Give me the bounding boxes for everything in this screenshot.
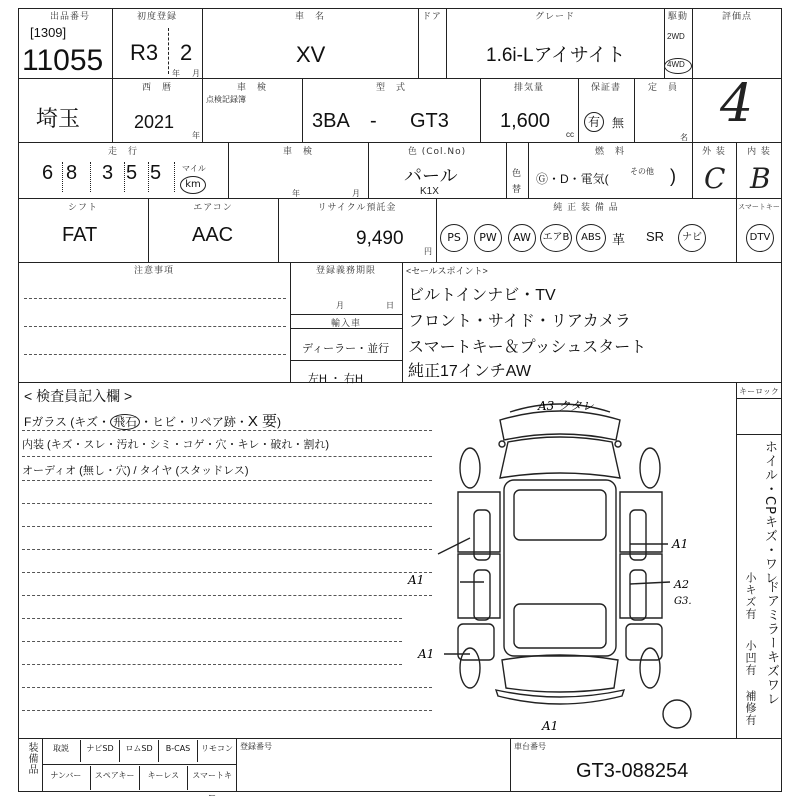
divider <box>480 78 481 142</box>
equip-dtv: DTV <box>746 224 774 252</box>
mileage-label: 走 行 <box>107 147 138 157</box>
inspection-title: < 検査員記入欄 > <box>24 388 133 404</box>
warranty-no: 無 <box>612 116 625 130</box>
region: 埼玉 <box>36 106 81 131</box>
accessory-top-row <box>42 740 236 762</box>
handle-side: 左H ・ 右H <box>308 373 363 385</box>
mileage-digit: 8 <box>66 162 78 184</box>
equip-leather: 革 <box>612 232 626 247</box>
door-label: ドア <box>422 12 442 22</box>
note-line <box>24 326 286 327</box>
carry-label: 車 検 <box>236 83 267 93</box>
mileage-unit-km: km <box>180 176 206 194</box>
glass-pre: Fガラス (キズ・ <box>24 415 111 429</box>
mileage-unit-mile: マイル <box>182 164 206 173</box>
diagram-mark: A3 クタレ <box>538 399 594 413</box>
divider <box>202 8 203 78</box>
accessory-bottom-row <box>42 766 236 800</box>
divider <box>736 398 782 399</box>
exterior-label: 外 装 <box>702 147 726 157</box>
fuel-label: 燃 料 <box>594 147 625 157</box>
note-line <box>24 298 286 299</box>
drive-4wd: 4WD <box>667 60 685 69</box>
inspection-line-3: オーディオ (無し・穴) / タイヤ (スタッドレス) <box>22 465 249 477</box>
note-line <box>22 480 432 481</box>
equip-navi: ナビ <box>678 224 706 252</box>
model-year: 2021 <box>134 112 175 132</box>
mileage-digit: 5 <box>126 162 138 184</box>
equipment-list <box>440 224 736 254</box>
reg-no-label: 登録番号 <box>240 742 272 751</box>
note-line <box>22 664 402 665</box>
divider <box>124 162 125 192</box>
divider <box>112 8 113 142</box>
equip-abs: ABS <box>576 224 606 252</box>
keyless-label: スマートキー <box>738 203 780 211</box>
note-line <box>22 641 402 642</box>
dealer-parallel: ディーラー・並行 <box>302 343 390 355</box>
drive-2wd: 2WD <box>667 32 685 41</box>
divider <box>736 382 737 738</box>
inspection-line-1 <box>24 410 281 431</box>
divider <box>148 198 149 262</box>
first-reg-month: 2 <box>180 40 193 65</box>
glass-post: ・ヒビ・リペア跡・ <box>140 415 248 429</box>
divider <box>290 314 402 315</box>
shift-label: シフト <box>67 203 98 213</box>
divider <box>446 8 447 78</box>
sales-point: ビルトインナビ・TV <box>408 287 556 304</box>
notes-label: 注意事項 <box>133 266 174 276</box>
chassis-number: GT3-088254 <box>576 760 689 782</box>
ac: AAC <box>192 224 234 246</box>
divider <box>528 142 529 198</box>
month-suffix: 月 <box>192 69 200 78</box>
color-code: K1X <box>420 186 439 197</box>
divider <box>692 142 693 198</box>
car-diagram <box>408 392 692 733</box>
divider <box>290 360 402 361</box>
divider <box>368 142 369 198</box>
divider <box>18 382 782 383</box>
grade-label: グレード <box>534 12 575 22</box>
divider <box>736 198 737 262</box>
yen-unit: 円 <box>424 247 432 256</box>
divider <box>148 162 149 192</box>
note-line <box>24 354 286 355</box>
divider <box>18 78 782 79</box>
mileage-digit: 3 <box>102 162 114 184</box>
warranty-label: 保証書 <box>590 83 621 93</box>
accessory-label: 装備品 <box>26 742 37 775</box>
glass-circled: 飛石 <box>110 414 140 430</box>
note-line <box>22 595 432 596</box>
lot-prefix: [1309] <box>30 25 67 40</box>
model-year-suffix: 年 <box>192 131 200 140</box>
equip-ps: PS <box>440 224 468 252</box>
interior-grade: B <box>750 162 771 195</box>
sales-point: 純正17インチAW <box>408 363 531 380</box>
divider <box>506 142 507 198</box>
note-line <box>22 526 432 527</box>
color-change-label: 替 <box>512 184 522 194</box>
side-note: ドアミラーキズワレ <box>764 580 779 706</box>
model-code: GT3 <box>410 110 449 132</box>
divider <box>510 738 511 792</box>
fuel-other: その他 <box>630 167 654 176</box>
mileage-digit: 5 <box>150 162 162 184</box>
note-line <box>22 710 432 711</box>
diagram-extra: G3. <box>674 596 692 607</box>
accessory-item: スペアキー <box>91 766 140 790</box>
exterior-grade: C <box>704 162 726 195</box>
car-name: XV <box>296 42 326 67</box>
side-note: 補修有 <box>744 690 757 726</box>
divider <box>228 142 229 198</box>
cc-unit: cc <box>566 130 574 139</box>
inspection-month: 月 <box>352 189 360 198</box>
recycle-amount: 9,490 <box>356 228 404 249</box>
divider <box>42 764 236 765</box>
equipment-label: 純 正 装 備 品 <box>553 203 619 213</box>
displacement-label: 排気量 <box>513 83 544 93</box>
key-lock-label: キーロック <box>739 387 779 396</box>
diagram-mark: A2 <box>674 578 689 591</box>
divider <box>18 198 782 199</box>
reg-deadline-label: 登録義務期限 <box>315 266 376 276</box>
model-dash: - <box>370 110 377 132</box>
note-line <box>22 549 432 550</box>
sales-point: スマートキー＆プッシュスタート <box>408 339 647 356</box>
divider <box>402 262 403 382</box>
lot-number: 11055 <box>22 44 104 77</box>
note-line <box>22 572 432 573</box>
divider <box>168 28 169 74</box>
glass-close: ) <box>277 415 282 429</box>
inspection-line-2: 内装 (キズ・スレ・汚れ・シミ・コゲ・穴・キレ・破れ・割れ) <box>22 439 330 451</box>
sales-points-label: <セールスポイント> <box>406 266 488 276</box>
diagram-mark: A1 <box>672 537 689 551</box>
equip-pw: PW <box>474 224 502 252</box>
accessory-item: キーレス <box>140 766 189 790</box>
fuel-close: ) <box>670 166 676 186</box>
accessory-item: リモコン <box>201 744 233 753</box>
divider <box>18 738 782 739</box>
year-suffix: 年 <box>172 69 180 78</box>
shift: FAT <box>62 224 98 246</box>
side-note: 小凹有 <box>744 640 757 676</box>
accessory-item: B-CAS <box>159 740 198 762</box>
accessory-item: スマートキー <box>192 771 233 800</box>
color-change-label: 色 <box>512 168 522 178</box>
divider <box>302 78 303 142</box>
divider <box>62 162 63 192</box>
divider <box>692 8 693 142</box>
equip-aw: AW <box>508 224 536 252</box>
chassis-label: 車台番号 <box>514 742 546 751</box>
note-line <box>22 430 432 431</box>
drive-label: 駆動 <box>667 12 688 22</box>
model-label: 型 式 <box>375 83 406 93</box>
note-line <box>22 618 402 619</box>
first-reg-label: 初度登録 <box>136 12 177 22</box>
divider <box>290 328 402 329</box>
diagram-mark: A1 <box>542 719 559 733</box>
displacement: 1,600 <box>500 110 551 132</box>
divider <box>236 738 237 792</box>
inspection-year: 年 <box>292 189 300 198</box>
recycle-label: リサイクル預託金 <box>317 203 397 213</box>
import-label: 輸入車 <box>330 319 361 329</box>
divider <box>634 78 635 142</box>
score: 4 <box>720 74 754 134</box>
fuel-options: Ⓖ・D・電気( <box>536 172 609 186</box>
equip-airbag: エアB <box>540 224 572 252</box>
model-prefix: 3BA <box>312 110 350 132</box>
diagram-mark: A1 <box>418 647 435 661</box>
accessory-item: ナンバー <box>42 766 91 790</box>
mileage-digit: 6 <box>42 162 54 184</box>
score-label: 評価点 <box>721 12 752 22</box>
divider <box>436 198 437 262</box>
accessory-item: ナビSD <box>81 740 120 762</box>
carry-sub: 点検記録簿 <box>206 95 246 104</box>
divider <box>290 262 291 382</box>
lot-label: 出品番号 <box>49 12 90 22</box>
divider <box>202 78 203 142</box>
divider <box>18 142 782 143</box>
divider <box>578 78 579 142</box>
divider <box>90 162 91 192</box>
glass-x: X 要 <box>247 413 278 430</box>
color: パール <box>404 166 458 186</box>
divider <box>736 142 737 198</box>
note-line <box>22 503 432 504</box>
color-label: 色 (Col.No) <box>407 147 467 157</box>
grade: 1.6i-Lアイサイト <box>486 45 626 66</box>
capacity-label: 定 員 <box>647 83 678 93</box>
divider <box>278 198 279 262</box>
reg-day: 日 <box>386 301 394 310</box>
accessory-item: ロムSD <box>120 740 159 762</box>
note-line <box>22 687 432 688</box>
note-line <box>22 456 432 457</box>
divider <box>736 434 782 435</box>
interior-label: 内 装 <box>747 147 771 157</box>
first-reg-era: R3 <box>130 40 159 65</box>
year-label: 西 暦 <box>141 83 172 93</box>
reg-month: 月 <box>336 301 344 310</box>
inspection-label: 車 検 <box>282 147 313 157</box>
warranty-yes: 有 <box>584 112 604 132</box>
side-note: 小キズ有 <box>744 572 757 620</box>
ac-label: エアコン <box>193 203 233 213</box>
car-name-label: 車 名 <box>294 12 325 22</box>
divider <box>174 162 175 192</box>
equip-sunroof: SR <box>646 229 665 244</box>
accessory-item: 取説 <box>42 740 81 762</box>
capacity-suffix: 名 <box>680 133 688 142</box>
sales-point: フロント・サイド・リアカメラ <box>408 313 631 330</box>
side-note: ホイル・CPキズ・ワレ <box>762 440 777 585</box>
diagram-mark: A1 <box>408 573 425 587</box>
